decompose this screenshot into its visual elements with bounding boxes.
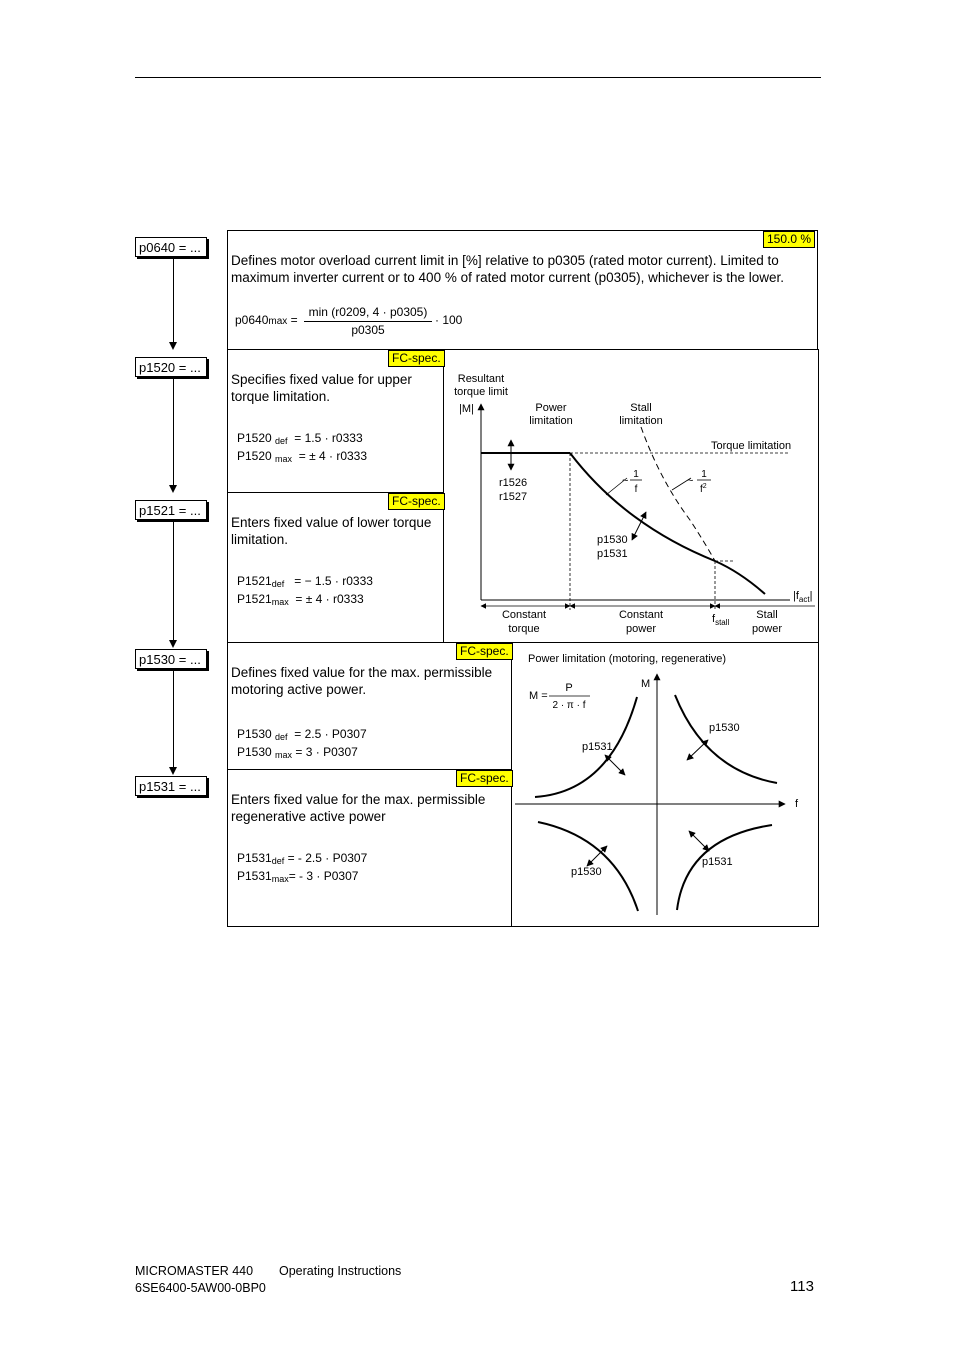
label-power-limitation-1: Power [535,402,567,414]
formula-lhs: P1530 [237,727,272,741]
footer-product: MICROMASTER 440 [135,1264,254,1278]
sub: stall [715,618,730,627]
formula-lhs: P1521 [237,592,272,606]
label-constant-torque-1: Constant [501,609,547,621]
formula-lhs: P1520 [237,449,272,463]
formula-sub: def [275,732,288,742]
p1520-description: Specifies fixed value for upper torque limitation. [231,372,412,404]
p1530-formula-max [237,743,358,764]
formula-lhs: P1520 [237,431,272,445]
param-box-p1530: p1530 = ... [135,649,207,669]
footer-doc-type: Operating Instructions [279,1264,402,1278]
stall-limit-curve [641,427,715,561]
label-one: 1 [701,469,707,480]
label-constant-torque-2: torque [508,623,540,635]
label-m: M [641,678,651,690]
header-rule [135,77,821,78]
power-limit-curve [570,453,765,594]
power-diagram-title: Power limitation (motoring, regenerative) [528,653,727,665]
arrow-down-icon [169,767,177,775]
adjust-arrow-icon [687,740,708,760]
formula-rhs: = 2.5 · P0307 [294,727,367,741]
arrow-down-icon [169,485,177,493]
formula-lhs: P1530 [237,745,272,759]
label-f-squared [700,483,707,495]
approx-sign: ~ [687,475,694,487]
approx-sign: ~ [622,475,629,487]
label-torque-limitation: Torque limitation [711,440,792,452]
label-f: f [795,798,799,810]
formula-sub: max [268,316,288,327]
formula-sub: max [271,597,289,607]
param-box-p0640: p0640 = ... [135,237,207,257]
p0640-formula: p0640max = [235,313,298,327]
formula-rhs: = 1.5 · r0333 [294,431,363,445]
label-q3-p1530: p1530 [571,866,602,878]
eq-lhs: M = [529,690,548,702]
f-act-sub: act [798,595,810,604]
p0640-formula-numerator: min (r0209, 4 · p0305) [308,305,428,319]
formula-sub: def [271,856,285,866]
label-stall-limitation-1: Stall [630,402,652,414]
p0640-description: Defines motor overload current limit in [%] relative to p0305 (rated motor current). Limited to maximum inverter current or to 400 % of rated motor current (p0305), whichever is the lower. [231,253,784,285]
p1531-formula-max [237,867,358,888]
p1521-formula-max [237,590,364,611]
formula-rhs: = - 2.5 · P0307 [287,851,368,865]
footer-order-number: 6SE6400-5AW00-0BP0 [135,1281,266,1295]
formula-lhs: P1531 [237,869,272,883]
param-box-p1531: p1531 = ... [135,776,207,796]
label-q2-p1531: p1531 [582,741,613,753]
label-p1530: p1530 [597,534,628,546]
label-constant-power-2: power [626,623,656,635]
label-q4-p1531: p1531 [702,856,733,868]
torque-limit-diagram [444,350,818,642]
formula-lhs: P1521 [237,574,272,588]
eq-numerator: P [565,682,573,694]
label-f: f [634,484,638,495]
p1521-description: Enters fixed value of lower torque limitation. [231,515,432,547]
formula-rhs: = − 1.5 · r0333 [294,574,373,588]
default-value-badge: 150.0 % [763,231,815,248]
label-q1-p1530: p1530 [709,722,740,734]
formula-sub: def [271,579,285,589]
f: f [700,484,703,495]
label-one: 1 [633,469,639,480]
eq-denominator: 2 · π · f [552,700,586,711]
f-act: |f [793,590,799,602]
flow-line [173,378,174,486]
label-stall-power-1: Stall [756,609,778,621]
param-box-p1520: p1520 = ... [135,357,207,377]
arrow-down-icon [169,640,177,648]
p1520-formula-max [237,447,367,468]
label-f-act [793,590,812,604]
f-act-end: | [809,590,813,602]
fc-spec-badge: FC-spec. [456,643,513,660]
formula-sub: max [275,750,293,760]
formula-rhs: = 3 · P0307 [295,745,358,759]
formula-sub: def [275,436,288,446]
label-torque-limit: torque limit [454,386,508,398]
curve-motoring-positive [675,695,777,783]
power-limit-diagram [512,643,818,926]
label-p1531: p1531 [597,548,628,560]
formula-rhs: = - 3 · P0307 [288,869,359,883]
page-number: 113 [790,1278,814,1295]
formula-sub: max [271,874,289,884]
adjust-arrow-icon [689,831,709,851]
formula-rhs: = ± 4 · r0333 [295,592,364,606]
flow-line [173,670,174,768]
fc-spec-badge: FC-spec. [388,493,445,510]
adjust-arrow-icon [605,755,625,775]
p0640-formula-denominator: p0305 [351,323,385,337]
formula-lhs: p0640 [235,313,269,327]
label-stall-power-2: power [752,623,782,635]
fc-spec-badge: FC-spec. [456,770,513,787]
label-r1527: r1527 [499,491,528,503]
fc-spec-badge: FC-spec. [388,350,445,367]
p0640-formula-factor: · 100 [435,313,463,327]
arrow-down-icon [169,342,177,350]
label-power-limitation-2: limitation [529,415,573,427]
p1530-description: Defines fixed value for the max. permissible motoring active power. [231,665,493,697]
formula-sub: max [275,454,293,464]
label-resultant: Resultant [457,373,505,385]
sup: 2 [702,483,707,490]
label-stall-limitation-2: limitation [619,415,663,427]
f: f [712,613,716,625]
label-m-axis: |M| [459,403,474,415]
formula-lhs: P1531 [237,851,272,865]
label-constant-power-1: Constant [618,609,664,621]
label-f-stall [712,613,730,627]
flow-line [173,258,174,343]
p1531-description: Enters fixed value for the max. permissible regenerative active power [231,792,486,824]
param-box-p1521: p1521 = ... [135,500,207,520]
flow-line [173,521,174,641]
label-r1526: r1526 [499,477,528,489]
formula-rhs: = ± 4 · r0333 [298,449,368,463]
